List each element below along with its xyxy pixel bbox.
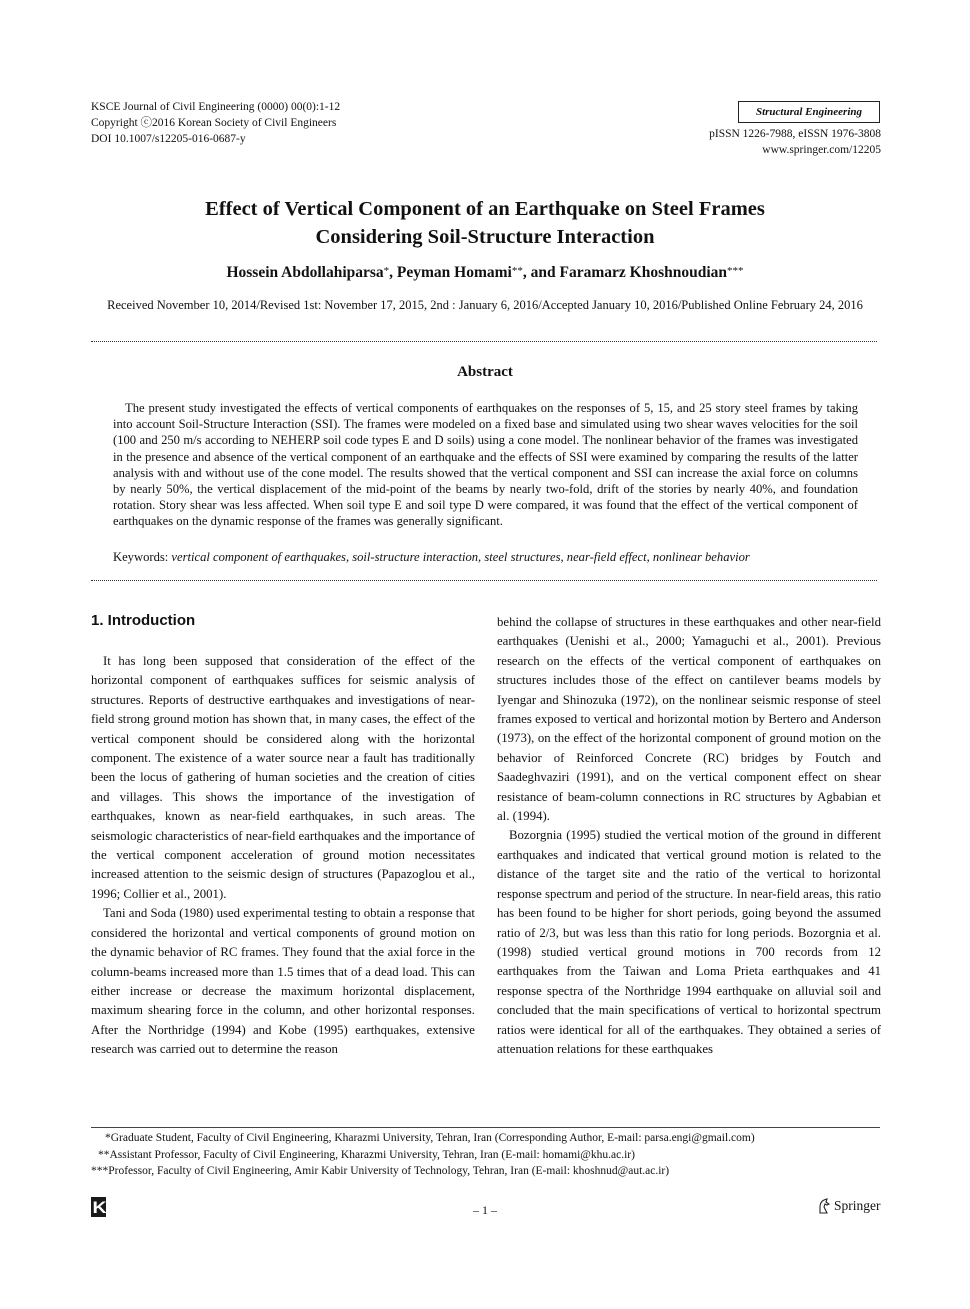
issn-block [709, 126, 881, 158]
section-heading: 1. Introduction [91, 612, 196, 629]
title-line-2: Considering Soil-Structure Interaction [315, 226, 655, 248]
issn-line: pISSN 1226-7988, eISSN 1976-3808 [709, 128, 881, 140]
journal-url[interactable]: www.springer.com/12205 [762, 144, 881, 156]
intro-paragraph-2: Tani and Soda (1980) used experimental testing to obtain a response that considered the horizontal and vertical components of ground motion on the dynamic behavior of RC frames. They found that the axial force in the column-beams increased more than 1.5 times that of a dead load. This can either increase or decrease the maximum horizontal displacement, maximum shearing force in the column, and other horizontal responses. After the Northridge (1994) and Kobe (1995) earthquakes, extensive research was carried out to determine the reason [91, 906, 475, 1057]
title-line-1: Effect of Vertical Component of an Earthquake on Steel Frames [205, 198, 765, 220]
footnote-rule [91, 1127, 880, 1128]
paper-title [60, 195, 910, 251]
dotted-divider-bottom [91, 580, 877, 581]
received-dates: Received November 10, 2014/Revised 1st: November 17, 2015, 2nd : January 6, 2016/Accepted January 10, 2016/Published Online February 24, 2016 [107, 298, 863, 312]
keywords-list: vertical component of earthquakes, soil-structure interaction, steel structures, near-field effect, nonlinear behavior [171, 550, 750, 564]
copyright-line: Copyright ⓒ2016 Korean Society of Civil Engineers [91, 117, 337, 129]
journal-citation: KSCE Journal of Civil Engineering (0000) 00(0):1-12 [91, 101, 341, 113]
springer-logo [817, 1198, 881, 1214]
intro-paragraph-1: It has long been supposed that consideration of the effect of the horizontal component of earthquakes suffices for seismic analysis of structures. Reports of destructive earthquakes and investigations of near-field strong ground motion has shown that, in many cases, the effect of the vertical component should be considered along with the horizontal component. The existence of a water source near a fault has traditionally been the locus of gathering of human societies and the creation of cities and villages. This shows the importance of the investigation of earthquakes, known as near-field earthquakes, in such areas. The seismologic characteristics of near-field earthquakes and the importance of the vertical component acceleration of ground motion necessitates increased attention to the seismic design of structures (Papazoglou et al., 1996; Collier et al., 2001). [91, 654, 475, 901]
author-1: Hossein Abdollahiparsa [226, 264, 384, 281]
footnotes [91, 1130, 891, 1180]
left-column [91, 652, 475, 1060]
section-box: Structural Engineering [738, 101, 880, 123]
author-3: Faramarz Khoshnoudian [559, 264, 728, 281]
author-2-mark: ** [511, 265, 523, 277]
footnote-3: ***Professor, Faculty of Civil Engineering, Amir Kabir University of Technology, Tehran, Iran (E-mail: khoshnud@aut.ac.ir) [91, 1165, 670, 1177]
abstract-body: The present study investigated the effects of vertical components of earthquakes on the responses of 5, 15, and 25 story steel frames by taking into account Soil-Structure Interaction (SSI). The frames were modeled on a fixed base and simulated using two shear waves velocities for the soil (100 and 250 m/s according to NEHERP soil code types E and D soils) using a cone model. The nonlinear behavior of the frames was investigated in the presence and absence of the vertical component of an earthquake and the effects of SSI were examined by comparing the results of the latter analysis with and without use of the cone model. The results showed that the vertical component and SSI can increase the axial force on columns by nearly 50%, the vertical displacement of the mid-point of the beams by nearly two-fold, drift of the stories by nearly 40%, and foundation rotation. Story shear was less affected. When soil type E and soil type D were compared, it was found that the effect of the vertical component of earthquakes on the dynamic response of the frames was generally significant. [113, 401, 858, 529]
footnote-2: **Assistant Professor, Faculty of Civil Engineering, Kharazmi University, Tehran, Iran (E-mail: homami@khu.ac.ir) [98, 1148, 635, 1161]
springer-wordmark: Springer [834, 1198, 881, 1213]
author-3-mark: *** [727, 265, 744, 277]
author-list [60, 264, 910, 282]
keywords [113, 550, 873, 565]
page-number: – 1 – [473, 1203, 497, 1217]
journal-header [91, 99, 340, 147]
springer-horse-icon [817, 1198, 831, 1214]
dotted-divider-top [91, 341, 877, 342]
doi-line: DOI 10.1007/s12205-016-0687-y [91, 133, 246, 145]
author-2: Peyman Homami [396, 264, 512, 281]
right-column [497, 613, 881, 1059]
keywords-label: Keywords: [113, 550, 172, 564]
footnote-1: *Graduate Student, Faculty of Civil Engineering, Kharazmi University, Tehran, Iran (Corresponding Author, E-mail: parsa.engi@gmail.com) [105, 1132, 755, 1144]
author-1-mark: * [383, 265, 390, 277]
intro-paragraph-3: behind the collapse of structures in these earthquakes and other near-field earthquakes (Uenishi et al., 2000; Yamaguchi et al., 2001). Previous research on the effects of the vertical component of earthquakes on structures includes those of the effect on cantilever beams models by Iyengar and Shinozuka (1972), on the nonlinear seismic response of steel frames exposed to vertical and horizontal motion by Bertero and Anderson (1973), on the effect of the horizontal component of ground motion on the behavior of Reinforced Concrete (RC) bridges by Foutch and Saadeghvaziri (1991), and on the vertical component effect on shear resistance of beam-column connections in RC structures by Agbabian et al. (1994). [497, 615, 881, 824]
author-sep-2: , and [522, 264, 560, 281]
abstract-heading: Abstract [457, 364, 513, 380]
ksce-logo-text: KSCE [92, 1198, 147, 1217]
intro-paragraph-4: Bozorgnia (1995) studied the vertical motion of the ground in different earthquakes and indicated that vertical ground motion is related to the distance of the target site and the ratio of the vertical to horizontal response spectrum and period of the structure. In near-field areas, this ratio has been found to be higher for short periods, going beyond the assumed ratio of 2/3, but was less than this ratio for long periods. Bozorgnia et al. (1998) studied vertical ground motions in 700 records from 12 earthquakes from the Taiwan and Loma Prieta earthquakes and 41 response spectra of the Northridge 1994 earthquake on alluvial soil and concluded that the main specifications of vertical to horizontal spectrum ratios were identical for all of the earthquakes. They obtained a series of attenuation relations for these earthquakes [497, 828, 881, 1056]
author-sep-1: , [389, 264, 397, 281]
